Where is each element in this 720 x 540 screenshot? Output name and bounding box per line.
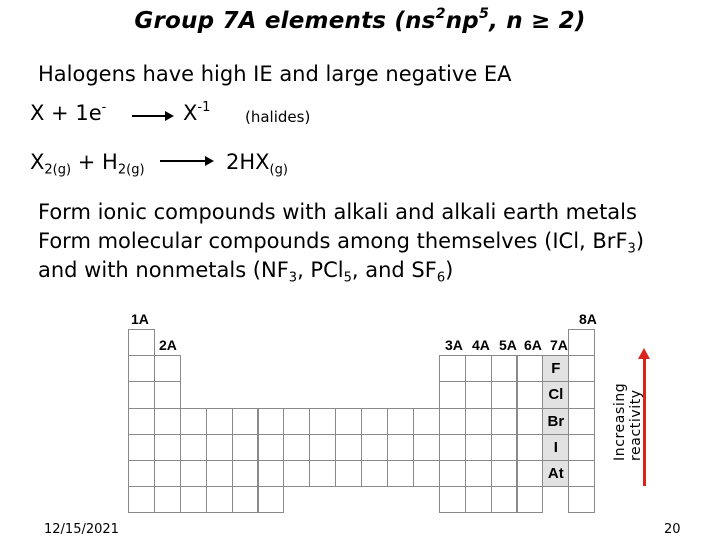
element-cell [465, 381, 492, 408]
halogen-cell-cl: Cl [542, 381, 569, 408]
element-cell [128, 460, 155, 487]
element-cell [387, 434, 414, 461]
element-cell [258, 434, 285, 461]
element-cell [491, 381, 518, 408]
element-cell [128, 355, 155, 382]
element-cell [517, 381, 544, 408]
footer-date: 12/15/2021 [44, 522, 119, 537]
element-cell [439, 381, 466, 408]
element-cell [413, 434, 440, 461]
equation-2-right: $2HX_{(g)}$ [226, 150, 288, 178]
element-cell [465, 434, 492, 461]
element-cell [568, 486, 595, 513]
footer-page-number: 20 [664, 522, 681, 537]
element-cell [258, 460, 285, 487]
element-cell [232, 460, 259, 487]
element-cell [180, 460, 207, 487]
reaction-arrow-2 [160, 160, 212, 162]
element-cell [568, 329, 595, 356]
element-cell [180, 408, 207, 435]
element-cell [309, 408, 336, 435]
element-cell [517, 434, 544, 461]
halogen-cell-f: F [542, 355, 569, 382]
element-cell [439, 460, 466, 487]
element-cell [568, 355, 595, 382]
element-cell [465, 460, 492, 487]
element-cell [568, 408, 595, 435]
body-line-1: Form ionic compounds with alkali and alkali earth metals [38, 200, 637, 224]
element-cell [283, 408, 310, 435]
element-cell [232, 434, 259, 461]
element-cell [465, 408, 492, 435]
group-label-7a: 7A [550, 337, 568, 353]
element-cell [206, 460, 233, 487]
element-cell [128, 329, 155, 356]
element-cell [439, 434, 466, 461]
element-cell [206, 434, 233, 461]
element-cell [258, 486, 285, 513]
element-cell [387, 408, 414, 435]
element-cell [439, 486, 466, 513]
element-cell [154, 486, 181, 513]
element-cell [154, 355, 181, 382]
element-cell [465, 486, 492, 513]
element-cell [387, 460, 414, 487]
element-cell [439, 408, 466, 435]
group-label-6a: 6A [524, 337, 542, 353]
element-cell [206, 408, 233, 435]
element-cell [335, 434, 362, 461]
element-cell [154, 460, 181, 487]
element-cell [439, 355, 466, 382]
group-label-2a: 2A [159, 337, 177, 353]
element-cell [206, 486, 233, 513]
element-cell [335, 460, 362, 487]
element-cell [491, 486, 518, 513]
slide-title: Group 7A elements ($ns^2np^5$, n ≥ 2) [134, 6, 586, 34]
element-cell [128, 381, 155, 408]
halogen-cell-i: I [542, 434, 569, 461]
element-cell [309, 434, 336, 461]
element-cell [128, 434, 155, 461]
body-line-3: and with nonmetals ($NF_3$, PCl$_5$, and $SF_6$) [38, 258, 454, 286]
element-cell [491, 434, 518, 461]
element-cell [309, 460, 336, 487]
element-cell [258, 408, 285, 435]
element-cell [128, 486, 155, 513]
element-cell [517, 486, 544, 513]
halogen-cell-br: Br [542, 408, 569, 435]
element-cell [568, 381, 595, 408]
element-cell [154, 381, 181, 408]
element-cell [568, 460, 595, 487]
element-cell [413, 408, 440, 435]
equation-1-left: X + 1e- [30, 100, 107, 126]
element-cell [154, 434, 181, 461]
element-cell [465, 355, 492, 382]
reactivity-label: Increasing reactivity [612, 382, 644, 461]
element-cell [154, 408, 181, 435]
group-label-4a: 4A [472, 337, 490, 353]
element-cell [361, 408, 388, 435]
group-label-8a: 8A [579, 311, 597, 327]
element-cell [180, 434, 207, 461]
body-line-2: Form molecular compounds among themselves (ICl, BrF$_3$) [38, 229, 645, 257]
element-cell [517, 408, 544, 435]
group-label-5a: 5A [499, 337, 517, 353]
equation-1-right: $X^{-1}$ [183, 100, 211, 126]
element-cell [568, 434, 595, 461]
group-label-3a: 3A [445, 337, 463, 353]
element-cell [361, 460, 388, 487]
element-cell [491, 355, 518, 382]
element-cell [361, 434, 388, 461]
subtitle: Halogens have high IE and large negative EA [38, 62, 512, 86]
group-label-1a: 1A [131, 311, 149, 327]
element-cell [413, 460, 440, 487]
element-cell [232, 486, 259, 513]
element-cell [283, 434, 310, 461]
element-cell [180, 486, 207, 513]
reaction-arrow-1 [132, 115, 172, 117]
element-cell [491, 460, 518, 487]
element-cell [232, 408, 259, 435]
element-cell [283, 460, 310, 487]
element-cell [128, 408, 155, 435]
element-cell [517, 460, 544, 487]
element-cell [517, 355, 544, 382]
element-cell [335, 408, 362, 435]
halogen-cell-at: At [542, 460, 569, 487]
equation-2-left: $X_{2(g)} + H_{2(g)}$ [30, 150, 145, 178]
halides-note: (halides) [245, 108, 311, 126]
element-cell [491, 408, 518, 435]
